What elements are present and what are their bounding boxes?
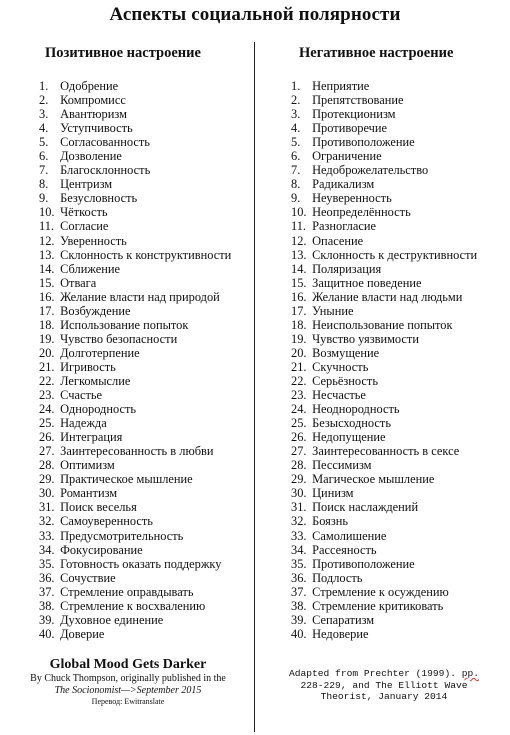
negative-item-number: 27.: [291, 444, 307, 459]
negative-item-label: Противоположение: [312, 135, 415, 150]
negative-item-number: 29.: [291, 472, 307, 487]
positive-item-number: 17.: [39, 303, 55, 318]
negative-item: [291, 93, 477, 107]
positive-item-number: 28.: [39, 458, 55, 473]
positive-item-label: Заинтересованность в любви: [60, 444, 214, 459]
positive-item: [39, 135, 231, 149]
positive-item-number: 29.: [39, 472, 55, 487]
negative-item-number: 32.: [291, 514, 307, 529]
positive-item-label: Безусловность: [60, 191, 138, 206]
negative-item: [291, 177, 477, 191]
negative-item: [291, 374, 477, 388]
positive-item-number: 24.: [39, 402, 55, 417]
negative-item-number: 34.: [291, 542, 307, 557]
negative-item-number: 11.: [291, 219, 307, 234]
negative-item-label: Несчастье: [312, 388, 366, 403]
positive-item: [39, 149, 231, 163]
negative-item-label: Сепаратизм: [312, 612, 375, 627]
positive-item: [39, 93, 231, 107]
positive-item-number: 25.: [39, 416, 55, 431]
negative-item: [291, 149, 477, 163]
positive-item-label: Уверенность: [60, 233, 127, 248]
positive-item-label: Стремление оправдывать: [60, 584, 194, 599]
negative-item: [291, 514, 477, 528]
positive-item-label: Интеграция: [60, 430, 123, 445]
negative-item-number: 25.: [291, 416, 307, 431]
positive-item-number: 5.: [39, 135, 49, 150]
negative-item-label: Уныние: [312, 303, 354, 318]
positive-item-number: 7.: [39, 163, 49, 178]
positive-item-number: 27.: [39, 444, 55, 459]
negative-item: [291, 627, 477, 641]
negative-item-label: Недопущение: [312, 430, 386, 445]
positive-item-number: 2.: [39, 93, 49, 108]
negative-item: [291, 388, 477, 402]
positive-item-number: 11.: [39, 219, 55, 234]
negative-item: [291, 205, 477, 219]
negative-item-number: 31.: [291, 500, 307, 515]
negative-item-label: Стремление к осуждению: [312, 584, 449, 599]
positive-item-label: Долготерпение: [60, 345, 140, 360]
negative-item: [291, 318, 477, 332]
negative-list: [291, 79, 477, 641]
positive-item-label: Чувство безопасности: [60, 331, 178, 346]
positive-item-number: 37.: [39, 584, 55, 599]
negative-item-number: 9.: [291, 191, 301, 206]
source-text-1: Adapted from Prechter (1999).: [289, 668, 462, 679]
positive-item: [39, 332, 231, 346]
negative-item-label: Ограничение: [312, 149, 382, 164]
positive-item-number: 35.: [39, 556, 55, 571]
negative-item: [291, 486, 477, 500]
negative-item-label: Подлость: [312, 570, 363, 585]
positive-item-label: Игривость: [60, 359, 116, 374]
positive-item-label: Согласие: [60, 219, 109, 234]
positive-item-label: Желание власти над природой: [60, 289, 220, 304]
positive-item-label: Стремление к восхвалению: [60, 598, 206, 613]
positive-item-number: 16.: [39, 289, 55, 304]
positive-item-number: 22.: [39, 373, 55, 388]
negative-item-label: Пессимизм: [312, 458, 372, 473]
positive-item: [39, 627, 231, 641]
positive-item: [39, 262, 231, 276]
negative-item: [291, 416, 477, 430]
negative-item-label: Скучность: [312, 359, 369, 374]
negative-item-number: 1.: [291, 79, 301, 93]
negative-item-number: 24.: [291, 402, 307, 417]
negative-item: [291, 107, 477, 121]
negative-item: [291, 290, 477, 304]
positive-item-number: 23.: [39, 388, 55, 403]
positive-item: [39, 486, 231, 500]
negative-item: [291, 458, 477, 472]
positive-item-number: 34.: [39, 542, 55, 557]
positive-item: [39, 388, 231, 402]
positive-item-label: Готовность оказать поддержку: [60, 556, 222, 571]
positive-item-label: Возбуждение: [60, 303, 131, 318]
positive-item-number: 30.: [39, 486, 55, 501]
positive-item-label: Романтизм: [60, 486, 118, 501]
negative-item-label: Магическое мышление: [312, 472, 435, 487]
negative-item: [291, 346, 477, 360]
negative-item-label: Противоречие: [312, 121, 388, 136]
credit-translator: Перевод: Ewitranslate: [91, 696, 165, 706]
negative-item-number: 30.: [291, 486, 307, 501]
negative-item-label: Препятствование: [312, 93, 404, 108]
positive-item-number: 38.: [39, 598, 55, 613]
negative-item-number: 4.: [291, 121, 301, 136]
negative-item-label: Возмущение: [312, 345, 380, 360]
positive-item-label: Авантюризм: [60, 107, 127, 122]
positive-item: [39, 219, 231, 233]
positive-item-label: Сближение: [60, 261, 120, 276]
negative-item: [291, 79, 477, 93]
negative-heading: Негативное настроение: [299, 45, 454, 61]
positive-item-label: Доверие: [60, 626, 105, 641]
positive-item: [39, 177, 231, 191]
negative-item-number: 21.: [291, 359, 307, 374]
negative-item-number: 12.: [291, 233, 307, 248]
negative-item-number: 33.: [291, 528, 307, 543]
positive-item: [39, 360, 231, 374]
negative-item-label: Неуверенность: [312, 191, 392, 206]
negative-item: [291, 529, 477, 543]
positive-list: [39, 79, 231, 641]
positive-item: [39, 191, 231, 205]
positive-item-label: Легкомыслие: [60, 373, 131, 388]
positive-item: [39, 374, 231, 388]
positive-item-label: Поиск веселья: [60, 500, 137, 515]
negative-item-label: Защитное поведение: [312, 275, 422, 290]
positive-item: [39, 599, 231, 613]
positive-item: [39, 430, 231, 444]
negative-item-label: Недоверие: [312, 626, 369, 641]
negative-item-label: Разногласие: [312, 219, 376, 234]
positive-item-label: Согласованность: [60, 135, 150, 150]
positive-item: [39, 613, 231, 627]
negative-item-label: Рассеяность: [312, 542, 377, 557]
negative-item: [291, 276, 477, 290]
positive-item-label: Компромисс: [60, 93, 126, 108]
positive-item: [39, 529, 231, 543]
positive-item: [39, 304, 231, 318]
positive-item: [39, 500, 231, 514]
positive-item: [39, 585, 231, 599]
source-pp: pp.: [461, 668, 479, 679]
negative-item: [291, 430, 477, 444]
negative-item: [291, 599, 477, 613]
negative-item-number: 14.: [291, 261, 307, 276]
negative-item: [291, 332, 477, 346]
credit-title: Global Mood Gets Darker: [49, 657, 207, 672]
positive-item-label: Склонность к конструктивности: [60, 247, 232, 262]
negative-item: [291, 613, 477, 627]
positive-item-label: Надежда: [60, 416, 107, 431]
positive-item-label: Благосклонность: [60, 163, 151, 178]
negative-item: [291, 191, 477, 205]
negative-item-number: 36.: [291, 570, 307, 585]
negative-item-number: 3.: [291, 107, 301, 122]
negative-item-label: Боязнь: [312, 514, 349, 529]
positive-item: [39, 416, 231, 430]
positive-item-label: Самоуверенность: [60, 514, 153, 529]
positive-item-number: 31.: [39, 500, 55, 515]
positive-item-label: Центризм: [60, 177, 113, 192]
positive-item-number: 26.: [39, 430, 55, 445]
negative-item-label: Самолишение: [312, 528, 387, 543]
page-title: Аспекты социальной полярности: [109, 4, 401, 25]
positive-item-number: 1.: [39, 79, 49, 93]
negative-item: [291, 234, 477, 248]
negative-item-label: Безысходность: [312, 416, 391, 431]
negative-item-number: 35.: [291, 556, 307, 571]
credit-byline: By Chuck Thompson, originally published in the: [30, 673, 226, 684]
positive-item: [39, 234, 231, 248]
negative-item-label: Серьёзность: [312, 373, 378, 388]
negative-item-number: 26.: [291, 430, 307, 445]
negative-item: [291, 262, 477, 276]
negative-item-label: Противоположение: [312, 556, 415, 571]
negative-item-number: 37.: [291, 584, 307, 599]
positive-item-number: 36.: [39, 570, 55, 585]
negative-item-number: 39.: [291, 612, 307, 627]
positive-item-number: 32.: [39, 514, 55, 529]
negative-item-number: 2.: [291, 93, 301, 108]
negative-item-label: Неоднородность: [312, 402, 400, 417]
negative-item: [291, 121, 477, 135]
positive-item-number: 14.: [39, 261, 55, 276]
negative-item-number: 7.: [291, 163, 301, 178]
negative-item-label: Поиск наслаждений: [312, 500, 419, 515]
positive-item: [39, 472, 231, 486]
positive-item-label: Счастье: [60, 388, 103, 403]
positive-item-label: Отвага: [60, 275, 97, 290]
negative-item: [291, 472, 477, 486]
positive-item-number: 3.: [39, 107, 49, 122]
positive-item-number: 15.: [39, 275, 55, 290]
negative-item-number: 20.: [291, 345, 307, 360]
negative-item-number: 40.: [291, 626, 307, 641]
positive-item-number: 6.: [39, 149, 49, 164]
positive-item-label: Дозволение: [60, 149, 122, 164]
negative-item-label: Опасение: [312, 233, 364, 248]
source-note: [262, 668, 506, 703]
positive-item: [39, 79, 231, 93]
positive-item-label: Одобрение: [60, 79, 119, 93]
negative-item-number: 8.: [291, 177, 301, 192]
negative-item-number: 5.: [291, 135, 301, 150]
negative-item-number: 10.: [291, 205, 307, 220]
negative-item-number: 17.: [291, 303, 307, 318]
positive-item: [39, 290, 231, 304]
positive-item-label: Однородность: [60, 402, 137, 417]
positive-item-label: Предусмотрительность: [60, 528, 184, 543]
negative-item: [291, 585, 477, 599]
positive-item: [39, 346, 231, 360]
positive-item-label: Чёткость: [60, 205, 108, 220]
positive-item-number: 33.: [39, 528, 55, 543]
source-text-3: Theorist, January 2014: [320, 691, 448, 702]
negative-item: [291, 360, 477, 374]
negative-item-number: 22.: [291, 373, 307, 388]
positive-item: [39, 402, 231, 416]
negative-item-label: Неопределённость: [312, 205, 411, 220]
negative-item: [291, 557, 477, 571]
negative-item-label: Склонность к деструктивности: [312, 247, 478, 262]
negative-item: [291, 248, 477, 262]
positive-item: [39, 248, 231, 262]
negative-item: [291, 163, 477, 177]
credit-block: [8, 657, 248, 706]
negative-item-number: 23.: [291, 388, 307, 403]
negative-item: [291, 135, 477, 149]
positive-item: [39, 557, 231, 571]
negative-item-number: 6.: [291, 149, 301, 164]
positive-item-label: Оптимизм: [60, 458, 115, 473]
positive-item-number: 40.: [39, 626, 55, 641]
negative-item: [291, 500, 477, 514]
negative-item-number: 18.: [291, 317, 307, 332]
negative-item-label: Стремление критиковать: [312, 598, 444, 613]
negative-item: [291, 571, 477, 585]
negative-item-label: Заинтересованность в сексе: [312, 444, 460, 459]
negative-item: [291, 402, 477, 416]
negative-item-label: Неприятие: [312, 79, 370, 93]
negative-item: [291, 444, 477, 458]
positive-item-number: 39.: [39, 612, 55, 627]
positive-item: [39, 107, 231, 121]
negative-item-label: Чувство уязвимости: [312, 331, 419, 346]
negative-item-label: Протекционизм: [312, 107, 396, 122]
negative-item-number: 13.: [291, 247, 307, 262]
positive-item-number: 12.: [39, 233, 55, 248]
positive-item: [39, 205, 231, 219]
column-divider: [254, 42, 255, 732]
positive-item-label: Уступчивость: [60, 121, 133, 136]
positive-item-number: 13.: [39, 247, 55, 262]
positive-item-number: 19.: [39, 331, 55, 346]
positive-item-label: Использование попыток: [60, 317, 189, 332]
negative-item: [291, 543, 477, 557]
negative-item-label: Радикализм: [312, 177, 375, 192]
positive-item: [39, 543, 231, 557]
positive-item-label: Сочуствие: [60, 570, 116, 585]
positive-item-label: Фокусирование: [60, 542, 143, 557]
positive-heading: Позитивное настроение: [45, 45, 201, 61]
credit-publication: The Socionomist—>September 2015: [54, 684, 202, 696]
negative-item-label: Недоброжелательство: [312, 163, 429, 178]
positive-item: [39, 514, 231, 528]
negative-item-label: Неиспользование попыток: [312, 317, 453, 332]
negative-item-label: Поляризация: [312, 261, 382, 276]
negative-item-label: Желание власти над людьми: [312, 289, 463, 304]
positive-item-number: 20.: [39, 345, 55, 360]
positive-item: [39, 121, 231, 135]
positive-item: [39, 458, 231, 472]
positive-item: [39, 163, 231, 177]
positive-item: [39, 571, 231, 585]
source-text-2: 228-229, and The Elliott Wave: [300, 679, 468, 691]
positive-item: [39, 276, 231, 290]
positive-item-number: 18.: [39, 317, 55, 332]
positive-item-label: Практическое мышление: [60, 472, 193, 487]
positive-item: [39, 318, 231, 332]
positive-item-number: 4.: [39, 121, 49, 136]
positive-item-number: 8.: [39, 177, 49, 192]
positive-item-label: Духовное единение: [60, 612, 164, 627]
positive-item-number: 10.: [39, 205, 55, 220]
positive-item-number: 21.: [39, 359, 55, 374]
negative-item: [291, 304, 477, 318]
negative-item: [291, 219, 477, 233]
positive-item: [39, 444, 231, 458]
negative-item-number: 15.: [291, 275, 307, 290]
negative-item-number: 19.: [291, 331, 307, 346]
negative-item-number: 38.: [291, 598, 307, 613]
negative-item-number: 28.: [291, 458, 307, 473]
positive-item-number: 9.: [39, 191, 49, 206]
negative-item-label: Цинизм: [312, 486, 354, 501]
negative-item-number: 16.: [291, 289, 307, 304]
